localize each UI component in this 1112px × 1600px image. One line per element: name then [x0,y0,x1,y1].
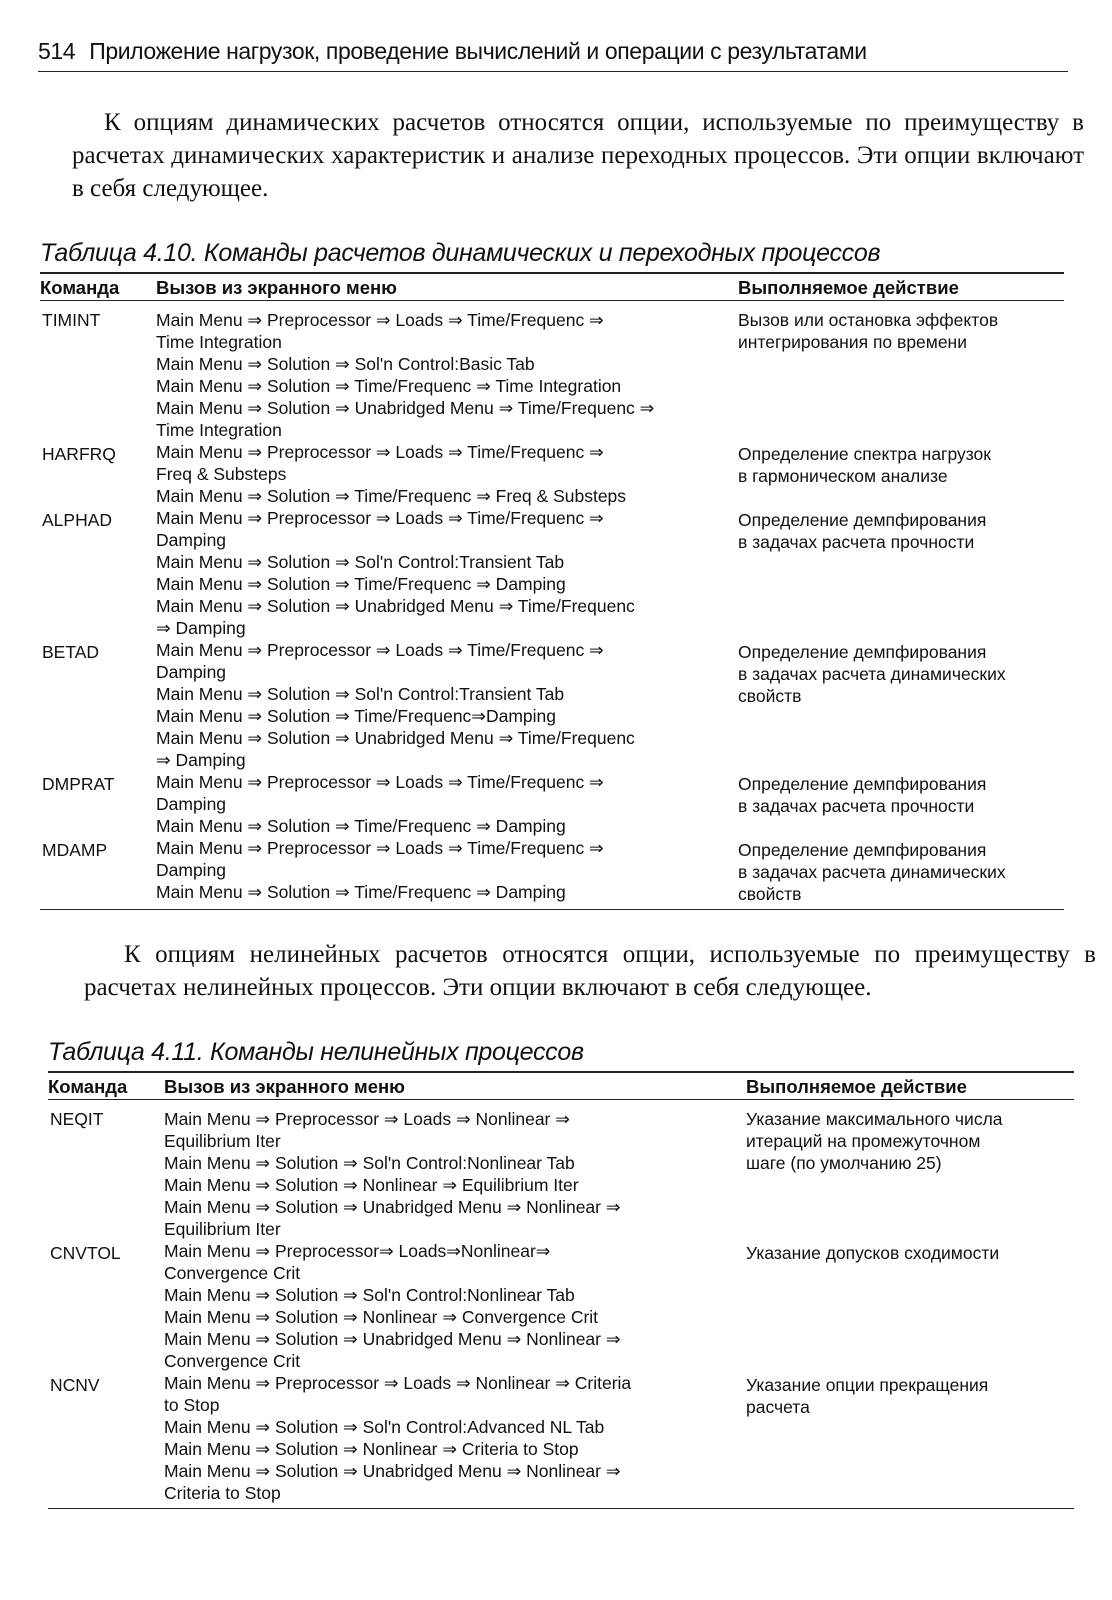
action-cell [738,837,1064,910]
table-body [40,301,1064,910]
menu-path-line: Main Menu ⇒ Solution ⇒ Unabridged Menu ⇒ Time/Frequenc [156,728,635,748]
menu-path-cell [156,837,738,910]
action-cell [738,301,1064,442]
menu-path-line: Main Menu ⇒ Preprocessor ⇒ Loads ⇒ Time/Frequenc ⇒ [156,838,604,858]
command-cell: HARFRQ [42,444,116,464]
column-header-command: Команда [48,1073,164,1100]
book-page [38,38,1096,1509]
table-body [48,1100,1074,1509]
action-line: Определение демпфирования [738,774,987,794]
menu-path-line: Main Menu ⇒ Solution ⇒ Unabridged Menu ⇒ Nonlinear ⇒ [164,1197,621,1217]
table-row [40,301,1064,442]
command-cell: MDAMP [40,837,156,910]
menu-path-line: Main Menu ⇒ Preprocessor ⇒ Loads ⇒ Time/Frequenc ⇒ [156,772,604,792]
table-header-row [40,274,1064,301]
column-header-menu: Вызов из экранного меню [164,1073,746,1100]
menu-path-line: Main Menu ⇒ Solution ⇒ Time/Frequenc ⇒ Damping [156,816,566,836]
menu-path-line: Main Menu ⇒ Preprocessor ⇒ Loads ⇒ Time/Frequenc ⇒ [156,508,604,528]
menu-path-line: Criteria to Stop [164,1483,281,1503]
menu-path-cell [164,1372,746,1509]
menu-path-line: Main Menu ⇒ Solution ⇒ Time/Frequenc ⇒ Freq & Substeps [156,486,627,506]
action-line: Указание опции прекращения [746,1375,989,1395]
action-line: шаге (по умолчанию 25) [746,1153,942,1173]
action-line: в задачах расчета динамических [738,664,1006,684]
menu-path-line: Main Menu ⇒ Preprocessor ⇒ Loads ⇒ Nonlinear ⇒ [164,1109,570,1129]
action-line: свойств [738,686,802,706]
menu-path-line: Damping [156,662,227,682]
action-line: Определение демпфирования [738,840,987,860]
action-line: свойств [738,884,802,904]
menu-path-line: Main Menu ⇒ Solution ⇒ Time/Frequenc⇒Damping [156,706,556,726]
action-cell [746,1100,1074,1241]
command-cell: CNVTOL [50,1243,121,1263]
action-cell [738,771,1064,837]
action-line: в задачах расчета динамических [738,862,1006,882]
action-line: Вызов или остановка эффектов [738,310,999,330]
table-row [48,1240,1074,1372]
menu-path-line: Main Menu ⇒ Solution ⇒ Sol'n Control:Transient Tab [156,552,565,572]
column-header-command: Команда [40,274,156,301]
action-line: Указание максимального числа [746,1109,1003,1129]
table-row [40,771,1064,837]
action-line: интегрирования по времени [738,332,967,352]
menu-path-line: Main Menu ⇒ Solution ⇒ Sol'n Control:Advanced NL Tab [164,1417,605,1437]
menu-path-line: Main Menu ⇒ Preprocessor ⇒ Loads ⇒ Nonlinear ⇒ Criteria [164,1373,632,1393]
menu-path-cell [156,301,738,442]
command-cell: BETAD [42,642,100,662]
table-caption-4-10: Таблица 4.10. Команды расчетов динамических и переходных процессов [40,239,1064,274]
action-cell [738,639,1064,771]
menu-path-cell [164,1100,746,1241]
action-cell [746,1240,1074,1372]
table-row [40,639,1064,771]
menu-path-line: Time Integration [156,332,282,352]
menu-path-line: Damping [156,530,227,550]
menu-path-line: Main Menu ⇒ Solution ⇒ Unabridged Menu ⇒ Nonlinear ⇒ [164,1329,621,1349]
command-cell: DMPRAT [42,774,115,794]
menu-path-line: Damping [156,794,227,814]
menu-path-line: Damping [156,860,227,880]
action-line: в задачах расчета прочности [738,796,975,816]
table-row [40,507,1064,639]
menu-path-line: to Stop [164,1395,220,1415]
menu-path-line: Main Menu ⇒ Solution ⇒ Sol'n Control:Nonlinear Tab [164,1153,575,1173]
chapter-title: Приложение нагрузок, проведение вычислений и операции с результатами [89,38,867,64]
running-head [38,38,1068,72]
menu-path-line: ⇒ Damping [156,618,246,638]
menu-path-line: Main Menu ⇒ Solution ⇒ Nonlinear ⇒ Criteria to Stop [164,1439,579,1459]
action-line: итераций на промежуточном [746,1131,981,1151]
menu-path-line: Main Menu ⇒ Solution ⇒ Unabridged Menu ⇒ Nonlinear ⇒ [164,1461,621,1481]
menu-path-line: Main Menu ⇒ Solution ⇒ Time/Frequenc ⇒ Time Integration [156,376,622,396]
table-row [48,1372,1074,1509]
action-line: Указание допусков сходимости [746,1243,1000,1263]
menu-path-cell [156,507,738,639]
menu-path-line: Main Menu ⇒ Preprocessor ⇒ Loads ⇒ Time/Frequenc ⇒ [156,442,604,462]
menu-path-line: Convergence Crit [164,1351,301,1371]
menu-path-cell [156,639,738,771]
menu-path-line: Main Menu ⇒ Solution ⇒ Time/Frequenc ⇒ Damping [156,574,566,594]
command-cell: TIMINT [42,310,101,330]
action-line: расчета [746,1397,810,1417]
menu-path-line: ⇒ Damping [156,750,246,770]
intro-paragraph-nonlinear: К опциям нелинейных расчетов относятся опции, используемые по преимуществу в расчетах нелинейных процессов. Эти опции включают в себя следующее. [84,941,1096,1001]
menu-path-line: Main Menu ⇒ Solution ⇒ Nonlinear ⇒ Equilibrium Iter [164,1175,579,1195]
action-line: в задачах расчета прочности [738,532,975,552]
menu-path-line: Main Menu ⇒ Solution ⇒ Unabridged Menu ⇒ Time/Frequenc ⇒ [156,398,655,418]
dynamic-commands-table [40,274,1064,910]
action-line: Определение демпфирования [738,510,987,530]
command-cell: NCNV [48,1372,164,1509]
menu-path-line: Main Menu ⇒ Solution ⇒ Sol'n Control:Nonlinear Tab [164,1285,575,1305]
page-number: 514 [38,38,76,64]
menu-path-line: Main Menu ⇒ Solution ⇒ Sol'n Control:Transient Tab [156,684,565,704]
menu-path-line: Main Menu ⇒ Solution ⇒ Nonlinear ⇒ Convergence Crit [164,1307,599,1327]
column-header-action: Выполняемое действие [738,274,1064,301]
table-row [48,1100,1074,1241]
intro-paragraph-dynamic: К опциям динамических расчетов относятся опции, используемые по преимуществу в расчетах динамических характеристик и анализе переходных процессов. Эти опции включают в себя следующее. [72,109,1084,202]
command-cell: NEQIT [50,1109,104,1129]
menu-path-cell [164,1240,746,1372]
menu-path-line: Freq & Substeps [156,464,287,484]
action-cell [738,507,1064,639]
action-line: в гармоническом анализе [738,466,948,486]
action-cell [746,1372,1074,1509]
menu-path-line: Main Menu ⇒ Preprocessor ⇒ Loads ⇒ Time/Frequenc ⇒ [156,640,604,660]
nonlinear-commands-table [48,1073,1074,1509]
action-line: Определение демпфирования [738,642,987,662]
command-cell: ALPHAD [42,510,113,530]
action-line: Определение спектра нагрузок [738,444,991,464]
menu-path-line: Main Menu ⇒ Preprocessor⇒ Loads⇒Nonlinear⇒ [164,1241,551,1261]
menu-path-cell [156,771,738,837]
table-header-row [48,1073,1074,1100]
menu-path-line: Equilibrium Iter [164,1219,281,1239]
menu-path-line: Main Menu ⇒ Solution ⇒ Sol'n Control:Basic Tab [156,354,535,374]
menu-path-line: Equilibrium Iter [164,1131,281,1151]
table-row [40,837,1064,910]
column-header-menu: Вызов из экранного меню [156,274,738,301]
menu-path-line: Main Menu ⇒ Solution ⇒ Unabridged Menu ⇒ Time/Frequenc [156,596,635,616]
column-header-action: Выполняемое действие [746,1073,1074,1100]
table-row [40,441,1064,507]
menu-path-line: Time Integration [156,420,282,440]
table-caption-4-11: Таблица 4.11. Команды нелинейных процессов [48,1038,1074,1073]
menu-path-line: Convergence Crit [164,1263,301,1283]
menu-path-cell [156,441,738,507]
menu-path-line: Main Menu ⇒ Preprocessor ⇒ Loads ⇒ Time/Frequenc ⇒ [156,310,604,330]
action-cell [738,441,1064,507]
menu-path-line: Main Menu ⇒ Solution ⇒ Time/Frequenc ⇒ Damping [156,882,566,902]
